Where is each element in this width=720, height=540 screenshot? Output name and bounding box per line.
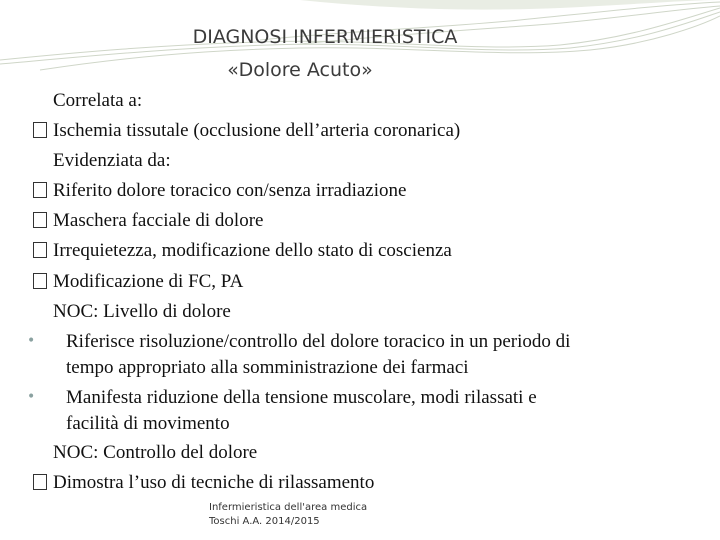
bullet-icon: • bbox=[27, 333, 36, 349]
footer-author: Toschi A.A. 2014/2015 bbox=[209, 516, 320, 527]
list-item: Irrequietezza, modificazione dello stato di coscienza bbox=[33, 241, 452, 260]
list-item: Maschera facciale di dolore bbox=[33, 211, 263, 230]
footer-course: Infermieristica dell'area medica bbox=[209, 502, 368, 513]
noc-livello-label: NOC: Livello di dolore bbox=[53, 301, 231, 322]
list-item: Ischemia tissutale (occlusione dell’arteria coronarica) bbox=[33, 121, 460, 140]
missing-glyph-box-icon bbox=[33, 242, 47, 258]
slide-subtitle: «Dolore Acuto» bbox=[227, 59, 373, 81]
evidenziata-label: Evidenziata da: bbox=[53, 150, 171, 171]
slide-title: DIAGNOSI INFERMIERISTICA bbox=[192, 26, 458, 48]
list-item: Modificazione di FC, PA bbox=[33, 272, 243, 291]
list-item: Riferisce risoluzione/controllo del dolore toracico in un periodo di bbox=[66, 331, 571, 352]
list-item-continuation: facilità di movimento bbox=[66, 413, 230, 434]
list-item: Dimostra l’uso di tecniche di rilassamento bbox=[33, 473, 374, 492]
missing-glyph-box-icon bbox=[33, 122, 47, 138]
bullet-icon: • bbox=[27, 389, 36, 405]
list-item: Riferito dolore toracico con/senza irradiazione bbox=[33, 181, 406, 200]
noc-controllo-label: NOC: Controllo del dolore bbox=[53, 442, 258, 463]
missing-glyph-box-icon bbox=[33, 474, 47, 490]
list-item: Manifesta riduzione della tensione muscolare, modi rilassati e bbox=[66, 387, 537, 408]
missing-glyph-box-icon bbox=[33, 182, 47, 198]
missing-glyph-box-icon bbox=[33, 273, 47, 289]
missing-glyph-box-icon bbox=[33, 212, 47, 228]
list-item-continuation: tempo appropriato alla somministrazione dei farmaci bbox=[66, 357, 469, 378]
correlata-label: Correlata a: bbox=[53, 90, 143, 111]
